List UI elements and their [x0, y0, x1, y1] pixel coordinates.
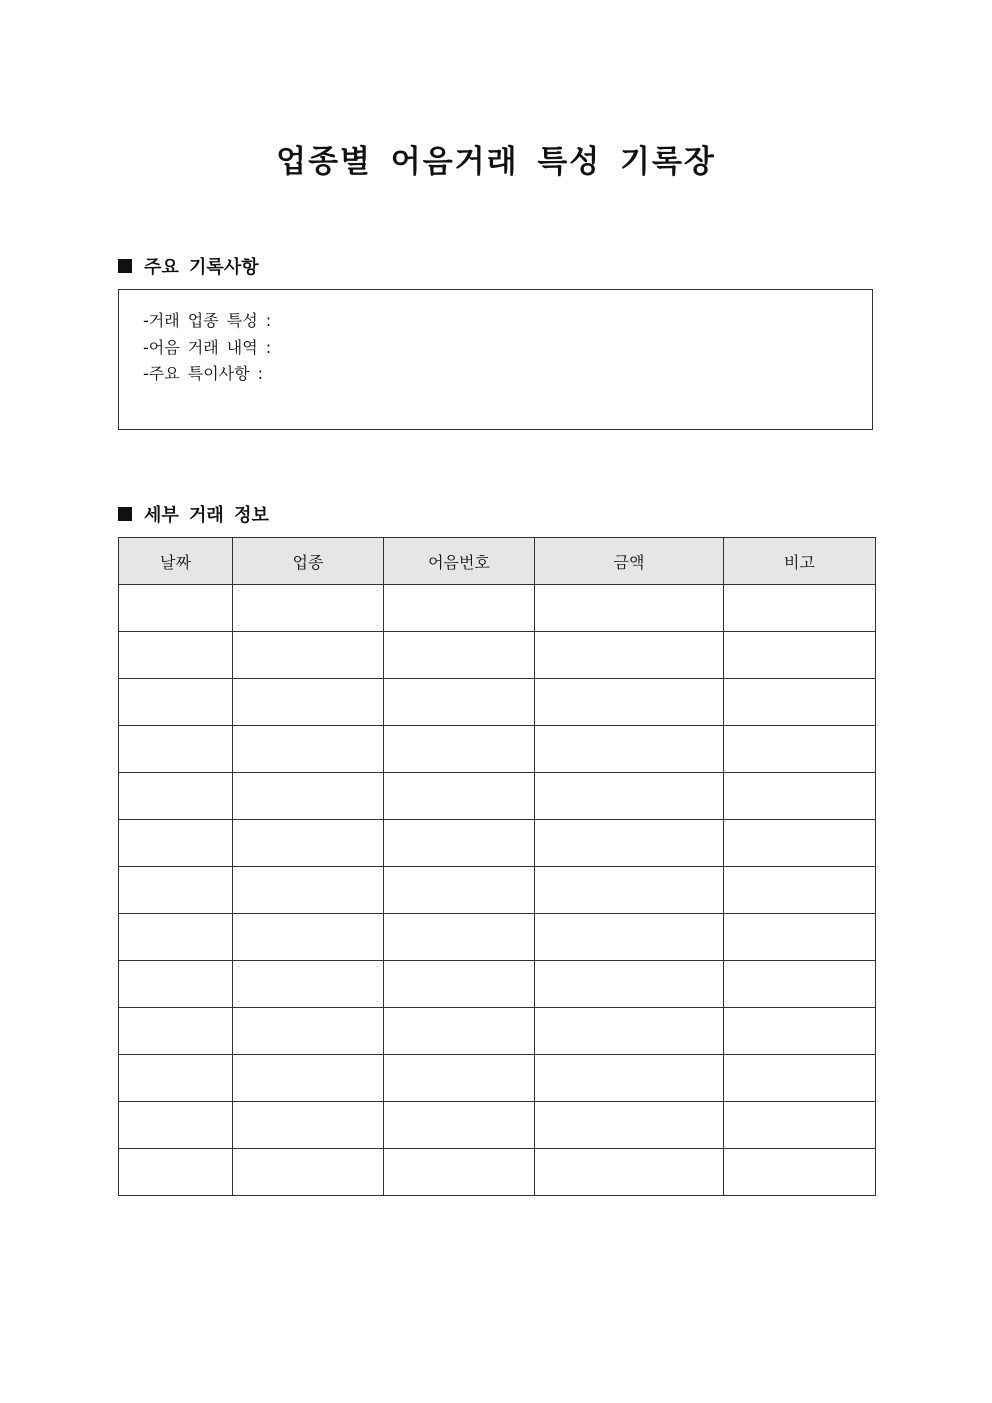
- table-cell[interactable]: [724, 726, 876, 773]
- page-title: 업종별 어음거래 특성 기록장: [276, 144, 716, 180]
- table-cell[interactable]: [384, 726, 535, 773]
- notes-box[interactable]: [118, 289, 873, 430]
- table-cell[interactable]: [233, 773, 384, 820]
- section-heading-label: 세부 거래 정보: [144, 505, 269, 526]
- table-cell[interactable]: [384, 679, 535, 726]
- table-row: [119, 679, 876, 726]
- table-cell[interactable]: [535, 820, 724, 867]
- table-cell[interactable]: [233, 1008, 384, 1055]
- table-cell[interactable]: [724, 679, 876, 726]
- column-header-bill-number: 어음번호: [384, 538, 535, 585]
- table-cell[interactable]: [724, 773, 876, 820]
- section-heading-label: 주요 기록사항: [144, 257, 259, 278]
- table-cell[interactable]: [233, 1102, 384, 1149]
- table-header-row: [119, 538, 876, 585]
- table-cell[interactable]: [119, 1102, 233, 1149]
- table-cell[interactable]: [233, 632, 384, 679]
- black-square-icon: [118, 259, 132, 273]
- table-cell[interactable]: [724, 961, 876, 1008]
- table-body: [119, 585, 876, 1196]
- table-cell[interactable]: [233, 961, 384, 1008]
- table-cell[interactable]: [724, 585, 876, 632]
- table-cell[interactable]: [119, 867, 233, 914]
- column-header-remarks: 비고: [724, 538, 876, 585]
- table-cell[interactable]: [119, 632, 233, 679]
- table-cell[interactable]: [535, 726, 724, 773]
- table-cell[interactable]: [119, 1008, 233, 1055]
- table-cell[interactable]: [535, 867, 724, 914]
- black-square-icon: [118, 507, 132, 521]
- table-cell[interactable]: [233, 867, 384, 914]
- table-cell[interactable]: [724, 820, 876, 867]
- table-cell[interactable]: [535, 773, 724, 820]
- table-cell[interactable]: [535, 1102, 724, 1149]
- table-cell[interactable]: [724, 1102, 876, 1149]
- table-row: [119, 773, 876, 820]
- table-cell[interactable]: [384, 1055, 535, 1102]
- table-cell[interactable]: [535, 585, 724, 632]
- table-cell[interactable]: [535, 961, 724, 1008]
- table-cell[interactable]: [384, 1149, 535, 1196]
- table-cell[interactable]: [233, 1149, 384, 1196]
- table-cell[interactable]: [724, 632, 876, 679]
- section-heading-main-notes: [118, 253, 259, 279]
- note-line-bill-transactions: -어음 거래 내역 :: [143, 337, 272, 357]
- table-row: [119, 961, 876, 1008]
- table-cell[interactable]: [724, 1008, 876, 1055]
- table-cell[interactable]: [119, 961, 233, 1008]
- table-cell[interactable]: [119, 820, 233, 867]
- table-cell[interactable]: [535, 679, 724, 726]
- table-cell[interactable]: [384, 1008, 535, 1055]
- table-cell[interactable]: [535, 1149, 724, 1196]
- column-header-date: 날짜: [119, 538, 233, 585]
- table-cell[interactable]: [233, 914, 384, 961]
- table-cell[interactable]: [119, 914, 233, 961]
- table-cell[interactable]: [384, 585, 535, 632]
- table-cell[interactable]: [384, 867, 535, 914]
- table-cell[interactable]: [724, 867, 876, 914]
- table-cell[interactable]: [724, 1149, 876, 1196]
- table-cell[interactable]: [233, 1055, 384, 1102]
- section-heading-detail-info: [118, 501, 269, 527]
- note-line-business-characteristics: -거래 업종 특성 :: [143, 311, 272, 330]
- table-row: [119, 726, 876, 773]
- table-row: [119, 914, 876, 961]
- table-cell[interactable]: [119, 585, 233, 632]
- table-cell[interactable]: [535, 1008, 724, 1055]
- table-cell[interactable]: [535, 914, 724, 961]
- table-cell[interactable]: [233, 679, 384, 726]
- table-cell[interactable]: [724, 914, 876, 961]
- transaction-table: [118, 537, 876, 1196]
- table-cell[interactable]: [119, 726, 233, 773]
- table-cell[interactable]: [384, 820, 535, 867]
- table-row: [119, 1008, 876, 1055]
- table-cell[interactable]: [119, 1055, 233, 1102]
- table-row: [119, 1055, 876, 1102]
- table-row: [119, 632, 876, 679]
- table-cell[interactable]: [535, 632, 724, 679]
- table-cell[interactable]: [233, 726, 384, 773]
- table-cell[interactable]: [119, 773, 233, 820]
- table-cell[interactable]: [233, 820, 384, 867]
- table-cell[interactable]: [724, 1055, 876, 1102]
- table-cell[interactable]: [119, 1149, 233, 1196]
- table-row: [119, 585, 876, 632]
- table-row: [119, 820, 876, 867]
- table-cell[interactable]: [535, 1055, 724, 1102]
- column-header-amount: 금액: [535, 538, 724, 585]
- table-cell[interactable]: [384, 1102, 535, 1149]
- table-cell[interactable]: [233, 585, 384, 632]
- note-line-special-notes: -주요 특이사항 :: [143, 364, 264, 383]
- column-header-industry: 업종: [233, 538, 384, 585]
- table-cell[interactable]: [384, 632, 535, 679]
- table-cell[interactable]: [384, 961, 535, 1008]
- table-cell[interactable]: [384, 914, 535, 961]
- table-row: [119, 867, 876, 914]
- table-row: [119, 1102, 876, 1149]
- table-cell[interactable]: [119, 679, 233, 726]
- table-row: [119, 1149, 876, 1196]
- table-cell[interactable]: [384, 773, 535, 820]
